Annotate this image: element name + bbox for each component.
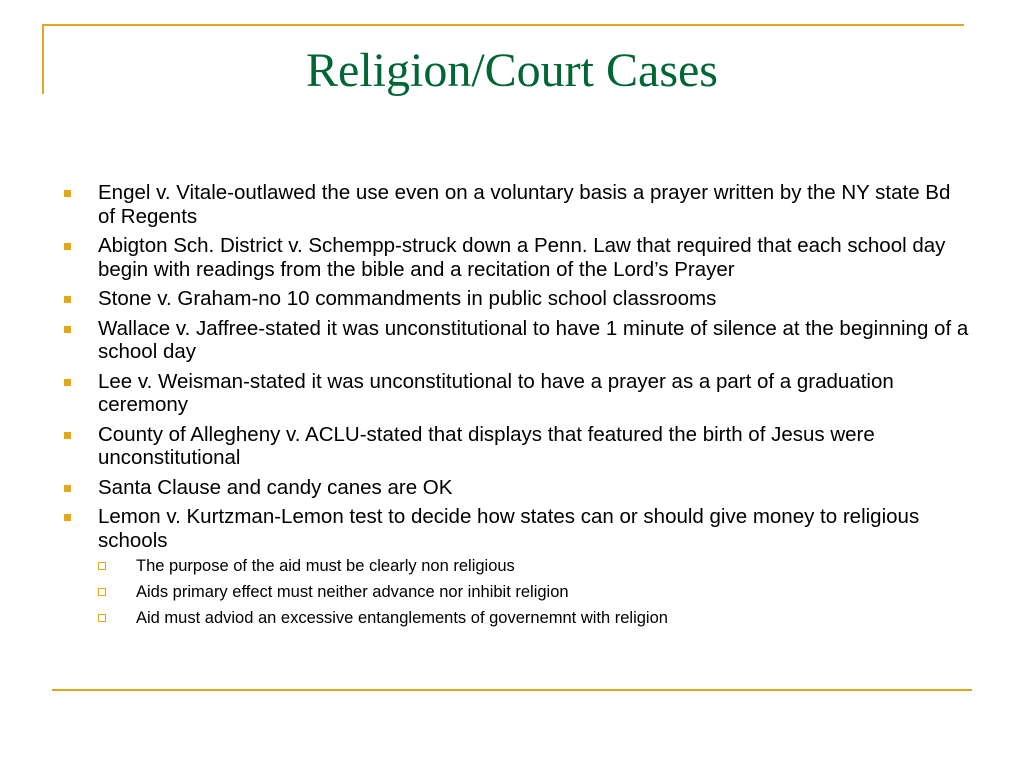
hollow-square-bullet-icon <box>98 588 106 596</box>
square-bullet-icon <box>64 514 71 521</box>
square-bullet-icon <box>64 485 71 492</box>
slide-body <box>62 181 972 634</box>
sub-list-item <box>98 556 972 576</box>
top-rule <box>42 24 964 26</box>
square-bullet-icon <box>64 243 71 250</box>
slide-title: Religion/Court Cases <box>306 44 718 97</box>
square-bullet-icon <box>64 326 71 333</box>
bullet-text: Engel v. Vitale-outlawed the use even on a voluntary basis a prayer written by the NY state Bd of Regents <box>98 181 951 228</box>
square-bullet-icon <box>64 190 71 197</box>
sub-list-item <box>98 608 972 628</box>
sub-bullet-list <box>98 556 972 628</box>
bullet-text: Lee v. Weisman-stated it was unconstitutional to have a prayer as a part of a graduation ceremony <box>98 369 894 416</box>
list-item <box>62 423 972 470</box>
sub-bullet-text: Aids primary effect must neither advance nor inhibit religion <box>136 583 569 601</box>
bullet-text: County of Allegheny v. ACLU-stated that displays that featured the birth of Jesus were unconstitutional <box>98 422 875 469</box>
bullet-text: Lemon v. Kurtzman-Lemon test to decide how states can or should give money to religious schools <box>98 505 920 552</box>
square-bullet-icon <box>64 432 71 439</box>
hollow-square-bullet-icon <box>98 562 106 570</box>
sub-bullet-text: Aid must adviod an excessive entanglements of governemnt with religion <box>136 609 668 627</box>
list-item <box>62 317 972 364</box>
list-item <box>62 370 972 417</box>
bullet-list <box>62 181 972 628</box>
list-item <box>62 476 972 500</box>
bottom-rule <box>52 689 972 691</box>
list-item <box>62 234 972 281</box>
bullet-text: Wallace v. Jaffree-stated it was unconstitutional to have 1 minute of silence at the beginning of a school day <box>98 316 969 363</box>
bullet-text: Stone v. Graham-no 10 commandments in public school classrooms <box>98 287 717 310</box>
bullet-text: Abigton Sch. District v. Schempp-struck down a Penn. Law that required that each school day begin with readings from the bible and a recitation of the Lord’s Prayer <box>98 234 946 281</box>
hollow-square-bullet-icon <box>98 614 106 622</box>
sub-bullet-text: The purpose of the aid must be clearly non religious <box>136 557 515 575</box>
list-item <box>62 181 972 228</box>
list-item <box>62 505 972 628</box>
square-bullet-icon <box>64 296 71 303</box>
bullet-text: Santa Clause and candy canes are OK <box>98 475 453 499</box>
sub-list-item <box>98 582 972 602</box>
list-item <box>62 287 972 311</box>
square-bullet-icon <box>64 379 71 386</box>
